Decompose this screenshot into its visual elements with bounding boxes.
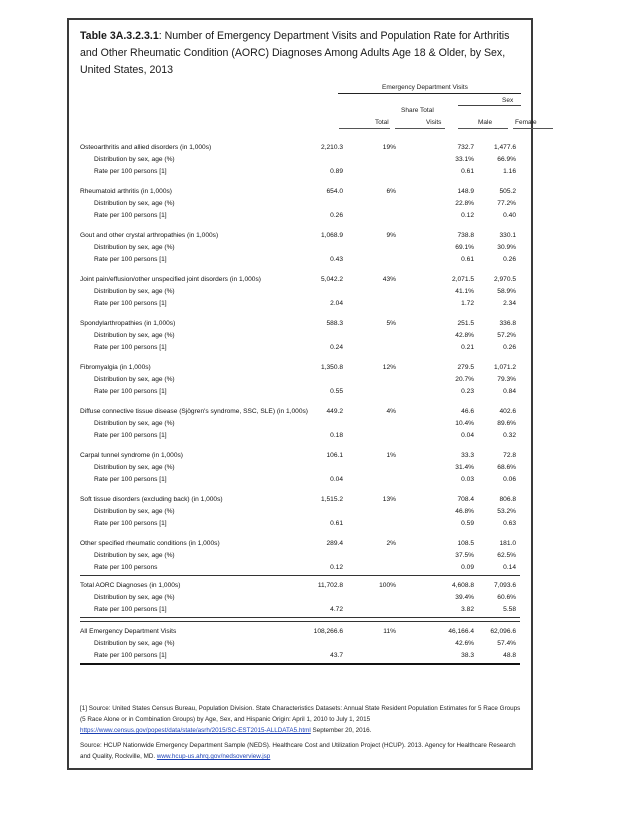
table-notes: [80, 703, 524, 766]
row-label: Diffuse connective tissue disease (Sjögren's syndrome, SSC, SLE) (in 1,000s): [80, 408, 308, 415]
table-title-text: : Number of Emergency Department Visits and Population Rate for Arthritis and Other Rheumatic Condition (AORC) Diagnoses Among Adults Age 18 & Older, by Sex, United States, 2013: [80, 30, 510, 76]
cell-female: 58.9%: [497, 288, 516, 295]
cell-female: 0.06: [503, 476, 516, 483]
row-label: Distribution by sex, age (%): [94, 594, 175, 601]
table-row: [80, 186, 520, 198]
table-frame: [67, 18, 537, 770]
table-section: [80, 186, 520, 222]
row-label: Rate per 100 persons [1]: [94, 606, 167, 613]
cell-male: 41.1%: [455, 288, 474, 295]
cell-total: 0.26: [330, 212, 343, 219]
cell-male: 251.5: [457, 320, 474, 327]
cell-share: 100%: [379, 582, 396, 589]
cell-total: 2.04: [330, 300, 343, 307]
row-label: Total AORC Diagnoses (in 1,000s): [80, 582, 181, 589]
row-label: Distribution by sex, age (%): [94, 420, 175, 427]
row-label: Carpal tunnel syndrome (in 1,000s): [80, 452, 183, 459]
section-gap: [80, 442, 520, 450]
row-label: Rate per 100 persons [1]: [94, 212, 167, 219]
cell-total: 0.89: [330, 168, 343, 175]
row-label: Distribution by sex, age (%): [94, 464, 175, 471]
cell-male: 69.1%: [455, 244, 474, 251]
table-section: [80, 274, 520, 310]
cell-male: 37.5%: [455, 552, 474, 559]
cell-female: 5.58: [503, 606, 516, 613]
table-row: [80, 362, 520, 374]
cell-share: 11%: [383, 628, 396, 635]
section-gap: [80, 178, 520, 186]
cell-total: 11,702.8: [317, 582, 343, 589]
table-row: [80, 374, 520, 386]
table-row: [80, 580, 520, 592]
row-label: Distribution by sex, age (%): [94, 244, 175, 251]
table-row: [80, 166, 520, 178]
cell-total: 0.18: [330, 432, 343, 439]
cell-female: 62.5%: [497, 552, 516, 559]
section-gap: [80, 266, 520, 274]
footnote-1: [80, 703, 524, 736]
cell-male: 0.09: [461, 564, 474, 571]
cell-male: 4,608.8: [452, 582, 474, 589]
cell-female: 79.3%: [497, 376, 516, 383]
section-gap: [80, 530, 520, 538]
cell-male: 42.8%: [455, 332, 474, 339]
table-section: [80, 142, 520, 178]
cell-female: 1,477.6: [494, 144, 516, 151]
header-total-rule: [339, 128, 390, 129]
cell-male: 0.61: [461, 168, 474, 175]
cell-total: 0.04: [330, 476, 343, 483]
cell-male: 1.72: [461, 300, 474, 307]
cell-female: 66.9%: [497, 156, 516, 163]
cell-female: 402.6: [499, 408, 516, 415]
table-row: [80, 298, 520, 310]
double-divider: [80, 617, 520, 622]
row-label: Soft tissue disorders (excluding back) (in 1,000s): [80, 496, 223, 503]
table-row: [80, 430, 520, 442]
table-section: [80, 362, 520, 398]
row-label: Fibromyalgia (in 1,000s): [80, 364, 151, 371]
table-row: [80, 650, 520, 662]
cell-female: 0.26: [503, 256, 516, 263]
header-share-line1: Share Total: [401, 107, 434, 114]
cell-male: 732.7: [457, 144, 474, 151]
table-row: [80, 506, 520, 518]
table-row: [80, 462, 520, 474]
cell-female: 0.84: [503, 388, 516, 395]
cell-female: 30.9%: [497, 244, 516, 251]
cell-male: 708.4: [457, 496, 474, 503]
table-row: [80, 330, 520, 342]
cell-total: 2,210.3: [321, 144, 343, 151]
cell-male: 148.9: [457, 188, 474, 195]
cell-female: 806.8: [499, 496, 516, 503]
table-row: [80, 474, 520, 486]
table-section: [80, 494, 520, 530]
row-label: Rate per 100 persons [1]: [94, 344, 167, 351]
cell-male: 0.59: [461, 520, 474, 527]
cell-female: 68.6%: [497, 464, 516, 471]
cell-total: 106.1: [326, 452, 343, 459]
section-gap: [80, 310, 520, 318]
row-label: Rate per 100 persons [1]: [94, 300, 167, 307]
cell-female: 7,093.6: [494, 582, 516, 589]
row-label: Distribution by sex, age (%): [94, 640, 175, 647]
row-label: Rate per 100 persons [1]: [94, 476, 167, 483]
cell-total: 588.3: [326, 320, 343, 327]
cell-male: 38.3: [461, 652, 474, 659]
table-section: [80, 230, 520, 266]
table-row: [80, 592, 520, 604]
cell-share: 4%: [386, 408, 396, 415]
cell-male: 108.5: [457, 540, 474, 547]
cell-share: 1%: [386, 452, 396, 459]
cell-female: 48.8: [503, 652, 516, 659]
row-label: Rate per 100 persons [1]: [94, 168, 167, 175]
header-sex-label: Sex: [502, 97, 514, 104]
footnote-1-text: [1] Source: United States Census Bureau, Population Division. State Characteristics Datasets: Annual State Resident Population Estimates for 5 Race Groups (5 Race Alone or in Combination Groups) by Age, Sex, and Hispanic Origin: April 1, 2010 to July 1, 2015: [80, 705, 521, 723]
table-number: Table 3A.3.2.3.1: [80, 30, 159, 42]
row-label: Distribution by sex, age (%): [94, 332, 175, 339]
table-row: [80, 562, 520, 574]
cell-female: 0.40: [503, 212, 516, 219]
row-label: Osteoarthritis and allied disorders (in 1,000s): [80, 144, 212, 151]
cell-female: 181.0: [499, 540, 516, 547]
row-label: Distribution by sex, age (%): [94, 288, 175, 295]
row-label: Rheumatoid arthritis (in 1,000s): [80, 188, 172, 195]
table-row: [80, 210, 520, 222]
table-row: [80, 142, 520, 154]
cell-total: 0.61: [330, 520, 343, 527]
cell-male: 0.23: [461, 388, 474, 395]
cell-share: 2%: [386, 540, 396, 547]
cell-female: 60.6%: [497, 594, 516, 601]
cell-male: 46.8%: [455, 508, 474, 515]
row-label: Spondylarthropathies (in 1,000s): [80, 320, 176, 327]
cell-male: 46.6: [461, 408, 474, 415]
cell-male: 31.4%: [455, 464, 474, 471]
cell-female: 505.2: [499, 188, 516, 195]
cell-male: 3.82: [461, 606, 474, 613]
cell-share: 43%: [382, 276, 396, 283]
cell-female: 57.4%: [497, 640, 516, 647]
row-label: Joint pain/effusion/other unspecified joint disorders (in 1,000s): [80, 276, 261, 283]
row-label: Rate per 100 persons [1]: [94, 432, 167, 439]
cell-male: 20.7%: [455, 376, 474, 383]
cell-total: 4.72: [330, 606, 343, 613]
row-label: Rate per 100 persons [1]: [94, 256, 167, 263]
table-row: [80, 342, 520, 354]
row-label: Rate per 100 persons [1]: [94, 652, 167, 659]
cell-female: 1.16: [503, 168, 516, 175]
cell-female: 336.8: [499, 320, 516, 327]
cell-total: 289.4: [326, 540, 343, 547]
cell-total: 1,515.2: [321, 496, 343, 503]
cell-male: 46,166.4: [448, 628, 474, 635]
cell-total: 449.2: [326, 408, 343, 415]
cell-total: 654.0: [326, 188, 343, 195]
table-row: [80, 154, 520, 166]
table-row: [80, 538, 520, 550]
divider: [80, 575, 520, 576]
cell-female: 72.8: [503, 452, 516, 459]
cell-share: 19%: [382, 144, 396, 151]
table-section: [80, 538, 520, 574]
table-row: [80, 318, 520, 330]
cell-total: 0.55: [330, 388, 343, 395]
section-gap: [80, 222, 520, 230]
table-title: [80, 28, 520, 79]
cell-total: 0.12: [330, 564, 343, 571]
cell-male: 279.5: [457, 364, 474, 371]
row-label: Distribution by sex, age (%): [94, 552, 175, 559]
cell-female: 53.2%: [497, 508, 516, 515]
source-note: [80, 740, 524, 762]
cell-share: 13%: [382, 496, 396, 503]
section-gap: [80, 486, 520, 494]
cell-male: 0.03: [461, 476, 474, 483]
header-female-rule: [513, 128, 553, 129]
cell-share: 12%: [382, 364, 396, 371]
cell-share: 9%: [386, 232, 396, 239]
hcup-link[interactable]: www.hcup-us.ahrq.gov/nedsoverview.jsp: [156, 753, 271, 760]
row-label: Rate per 100 persons [1]: [94, 388, 167, 395]
census-link[interactable]: https://www.census.gov/popest/data/state/asrh/2015/SC-EST2015-ALLDATA5.html: [80, 727, 311, 734]
cell-female: 89.6%: [497, 420, 516, 427]
table-section: [80, 406, 520, 442]
row-label: Distribution by sex, age (%): [94, 376, 175, 383]
cell-total: 43.7: [330, 652, 343, 659]
row-label: Distribution by sex, age (%): [94, 156, 175, 163]
table-row: [80, 418, 520, 430]
cell-male: 42.6%: [455, 640, 474, 647]
cell-male: 0.12: [461, 212, 474, 219]
table-section: [80, 580, 520, 616]
header-total: Total: [375, 119, 389, 126]
cell-female: 0.32: [503, 432, 516, 439]
row-label: Other specified rheumatic conditions (in 1,000s): [80, 540, 220, 547]
source-note-text: Source: HCUP Nationwide Emergency Department Sample (NEDS). Healthcare Cost and Utilization Project (HCUP). 2013. Agency for Healthcare Research and Quality, Rockville, MD.: [80, 742, 516, 760]
row-label: Distribution by sex, age (%): [94, 508, 175, 515]
header-sex-rule: [458, 105, 521, 106]
section-gap: [80, 354, 520, 362]
cell-female: 1,071.2: [494, 364, 516, 371]
cell-total: 1,350.8: [321, 364, 343, 371]
cell-female: 57.2%: [497, 332, 516, 339]
table-row: [80, 518, 520, 530]
table-section: [80, 450, 520, 486]
row-label: Rate per 100 persons: [94, 564, 158, 571]
header-group-label: Emergency Department Visits: [382, 84, 468, 91]
table-section: [80, 318, 520, 354]
table-bottom-rule: [80, 663, 520, 665]
cell-female: 0.14: [503, 564, 516, 571]
footnote-1-date: September 20, 2016.: [310, 727, 372, 734]
table-section: [80, 626, 520, 662]
cell-female: 2,970.5: [494, 276, 516, 283]
table-row: [80, 406, 520, 418]
cell-female: 0.26: [503, 344, 516, 351]
row-label: Distribution by sex, age (%): [94, 200, 175, 207]
cell-male: 0.04: [461, 432, 474, 439]
cell-share: 5%: [386, 320, 396, 327]
table-body: [80, 142, 520, 669]
cell-male: 22.8%: [455, 200, 474, 207]
table-row: [80, 286, 520, 298]
cell-female: 0.63: [503, 520, 516, 527]
row-label: Gout and other crystal arthropathies (in 1,000s): [80, 232, 219, 239]
table-row: [80, 230, 520, 242]
header-male: Male: [478, 119, 493, 126]
table-row: [80, 450, 520, 462]
table-row: [80, 198, 520, 210]
table-row: [80, 604, 520, 616]
table-row: [80, 638, 520, 650]
table-row: [80, 386, 520, 398]
cell-female: 77.2%: [497, 200, 516, 207]
cell-male: 39.4%: [455, 594, 474, 601]
row-label: Rate per 100 persons [1]: [94, 520, 167, 527]
table-row: [80, 626, 520, 638]
cell-total: 0.24: [330, 344, 343, 351]
cell-male: 33.3: [461, 452, 474, 459]
table-row: [80, 494, 520, 506]
header-female: Female: [515, 119, 537, 126]
table-row: [80, 242, 520, 254]
table-row: [80, 274, 520, 286]
cell-male: 2,071.5: [452, 276, 474, 283]
cell-male: 738.8: [457, 232, 474, 239]
cell-total: 108,266.6: [313, 628, 343, 635]
row-label: All Emergency Department Visits: [80, 628, 177, 635]
header-share-rule: [395, 128, 445, 129]
cell-female: 2.34: [503, 300, 516, 307]
cell-total: 0.43: [330, 256, 343, 263]
cell-male: 33.1%: [455, 156, 474, 163]
header-share-line2: Visits: [426, 119, 442, 126]
cell-male: 0.61: [461, 256, 474, 263]
cell-total: 1,068.9: [321, 232, 343, 239]
header-male-rule: [458, 128, 508, 129]
table-row: [80, 254, 520, 266]
cell-share: 6%: [386, 188, 396, 195]
cell-male: 0.21: [461, 344, 474, 351]
header-group-rule: [338, 93, 521, 94]
cell-female: 62,096.6: [490, 628, 516, 635]
cell-female: 330.1: [499, 232, 516, 239]
cell-male: 10.4%: [455, 420, 474, 427]
table-row: [80, 550, 520, 562]
section-gap: [80, 398, 520, 406]
cell-total: 5,042.2: [321, 276, 343, 283]
